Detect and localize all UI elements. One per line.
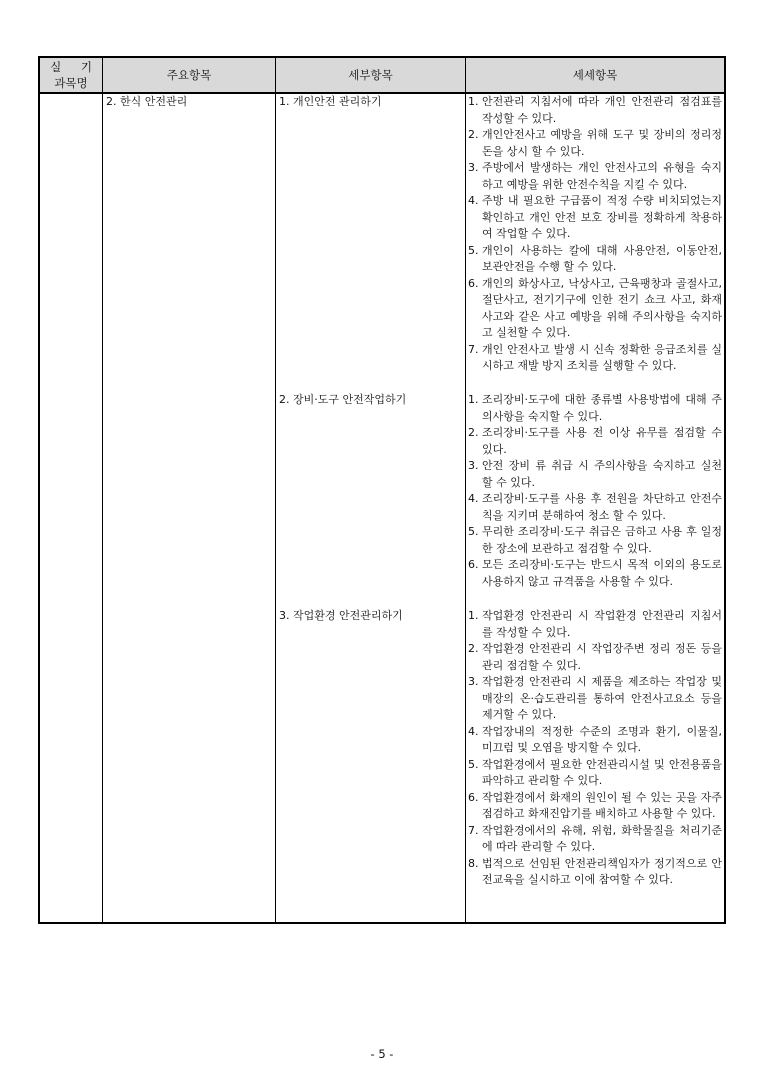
detail-item: 3. 주방에서 발생하는 개인 안전사고의 유형을 숙지하고 예방을 위한 안전수칙을 지킬 수 있다.	[468, 161, 722, 191]
detail-list	[468, 608, 722, 889]
header-detail-item: 세세항목	[572, 68, 618, 82]
detail-list	[468, 392, 722, 590]
detail-item: 7. 개인 안전사고 발생 시 신속 정확한 응급조치를 실시하고 재발 방지 조치를 실행할 수 있다.	[468, 342, 722, 372]
detail-list	[468, 94, 722, 375]
table-header-row	[40, 58, 724, 94]
main-item: 2. 한식 안전관리	[106, 95, 188, 108]
detail-item: 1. 안전관리 지침서에 따라 개인 안전관리 점검표를 작성할 수 있다.	[468, 95, 722, 125]
detail-item: 4. 주방 내 필요한 구급품이 적정 수량 비치되었는지 확인하고 개인 안전 보호 장비를 정확하게 착용하여 작업할 수 있다.	[468, 194, 722, 240]
detail-item: 5. 개인이 사용하는 칼에 대해 사용안전, 이동안전, 보관안전을 수행 할 수 있다.	[468, 243, 722, 273]
detail-item: 6. 작업환경에서 화재의 원인이 될 수 있는 곳을 자주 점검하고 화재진압기를 배치하고 사용할 수 있다.	[468, 790, 722, 820]
detail-item: 5. 작업환경에서 필요한 안전관리시설 및 안전용품을 파악하고 관리할 수 있다.	[468, 757, 722, 787]
detail-item: 4. 조리장비·도구를 사용 후 전원을 차단하고 안전수칙을 지키며 분해하여 청소 할 수 있다.	[468, 492, 722, 522]
detail-item: 7. 작업환경에서의 유해, 위험, 화학물질을 처리기준에 따라 관리할 수 있다.	[468, 823, 722, 853]
page-number: - 5 -	[370, 1047, 394, 1061]
column-divider	[275, 58, 276, 922]
detail-item: 4. 작업장내의 적정한 수준의 조명과 환기, 이물질, 미끄럼 및 오염을 방지할 수 있다.	[468, 724, 722, 754]
column-divider	[102, 58, 103, 922]
sub-item: 1. 개인안전 관리하기	[279, 95, 382, 108]
header-main-item: 주요항목	[166, 68, 212, 82]
detail-item: 8. 법적으로 선임된 안전관리책임자가 정기적으로 안전교육을 실시하고 이에 참여할 수 있다.	[468, 856, 722, 886]
detail-item: 6. 개인의 화상사고, 낙상사고, 근육팽창과 골절사고, 절단사고, 전기기구에 인한 전기 쇼크 사고, 화재사고와 같은 사고 예방을 위해 주의사항을 숙지하고 실천할 수 있다.	[468, 276, 722, 339]
standards-table	[38, 56, 726, 924]
header-subject-line1: 실 기	[50, 60, 100, 74]
detail-item: 2. 개인안전사고 예방을 위해 도구 및 장비의 정리정돈을 상시 할 수 있다.	[468, 128, 722, 158]
header-subject	[40, 58, 102, 92]
detail-item: 6. 모든 조리장비·도구는 반드시 목적 이외의 용도로 사용하지 않고 규격품을 사용할 수 있다.	[468, 558, 722, 588]
sub-item: 3. 작업환경 안전관리하기	[279, 609, 403, 622]
detail-item: 2. 작업환경 안전관리 시 작업장주변 정리 정돈 등을 관리 점검할 수 있다.	[468, 642, 722, 672]
column-divider	[465, 58, 466, 922]
header-subject-line2: 과목명	[54, 76, 88, 90]
detail-item: 5. 무리한 조리장비·도구 취급은 금하고 사용 후 일정한 장소에 보관하고 점검할 수 있다.	[468, 525, 722, 555]
detail-item: 3. 안전 장비 류 취급 시 주의사항을 숙지하고 실천 할 수 있다.	[468, 459, 722, 489]
detail-item: 1. 작업환경 안전관리 시 작업환경 안전관리 지침서를 작성할 수 있다.	[468, 609, 722, 639]
header-sub-item: 세부항목	[348, 68, 393, 82]
detail-item: 1. 조리장비·도구에 대한 종류별 사용방법에 대해 주의사항을 숙지할 수 있다.	[468, 393, 722, 423]
detail-item: 2. 조리장비·도구를 사용 전 이상 유무를 점검할 수 있다.	[468, 426, 722, 456]
detail-item: 3. 작업환경 안전관리 시 제품을 제조하는 작업장 및 매장의 온·습도관리를 통하여 안전사고요소 등을 제거할 수 있다.	[468, 675, 722, 721]
sub-item: 2. 장비·도구 안전작업하기	[279, 393, 407, 406]
